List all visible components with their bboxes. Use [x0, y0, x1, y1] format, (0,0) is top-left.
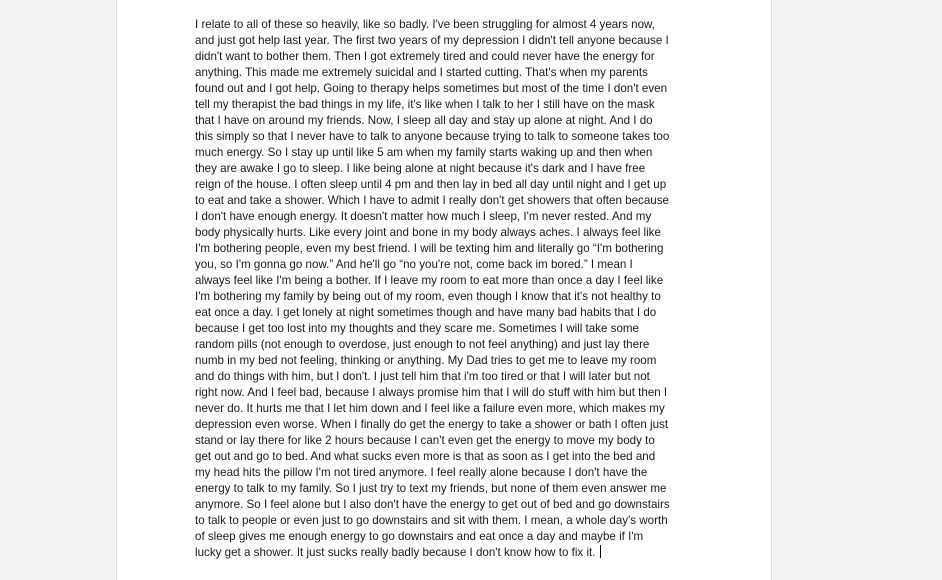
document-page[interactable] [116, 0, 772, 580]
text-cursor [600, 545, 601, 558]
document-body-text: I relate to all of these so heavily, like so badly. I've been struggling for almost 4 years now, and just got help last year. The first two years of my depression I didn't tell anyone because I didn't want to bother them. Then I got extremely tired and could never have the energy for anything. This made me extremely suicidal and I started cutting. That's when my parents found out and I got help. Going to therapy helps sometimes but most of the time I don't even tell my therapist the bad things in my life, it's like when I talk to her I still have on the mask that I have on around my friends. Now, I sleep all day and stay up alone at night. And I do this simply so that I never have to talk to anyone because trying to talk to someone takes too much energy. So I stay up until like 5 am when my family starts waking up and then when they are awake I go to sleep. I like being alone at night because it's dark and I have free reign of the house. I often sleep until 4 pm and then lay in bed all day until night and I get up to eat and take a shower. Which I have to admit I really don't get showers that often because I don't have enough energy. It doesn't matter how much I sleep, I'm never rested. And my body physically hurts. Like every joint and bone in my body always aches. I always feel like I'm bothering people, even my best friend. I will be texting him and literally go “I'm bothering you, so I'm gonna go now.” And he'll go “no you're not, come back im bored.” I mean I always feel like I'm being a bother. If I leave my room to eat more than once a day I feel like I'm bothering my family by being out of my room, even though I know that it's not healthy to eat once a day. I get lonely at night sometimes though and have many bad habits that I do because I get too lost into my thoughts and they scare me. Sometimes I will take some random pills (not enough to overdose, just enough to not feel anything) and just lay there numb in my bed not feeling, thinking or anything. My Dad tries to get me to leave my room and do things with him, but I don't. I just tell him that i'm too tired or that I will later but not right now. And I feel bad, because I always promise him that I will do stuff with him but then I never do. It hurts me that I let him down and I feel like a failure even more, which makes my depression even worse. When I finally do get the energy to take a shower or bath I often just stand or lay there for like 2 hours because I can't even get the energy to move my body to get out and go to bed. And what sucks even more is that as soon as I get into the bed and my head hits the pillow I'm not tired anymore. I feel really alone because I don't have the energy to talk to my family. So I just try to text my friends, but none of them even answer me anymore. So I feel alone but I also don't have the energy to get out of bed and go downstairs to talk to people or even just to go downstairs and sit with them. I mean, a whole day's worth of sleep gives me enough energy to go downstairs and eat once a day and maybe if I'm lucky get a shower. It just sucks really badly because I don't know how to fix it. [195, 18, 670, 559]
document-text-area[interactable] [195, 17, 695, 561]
